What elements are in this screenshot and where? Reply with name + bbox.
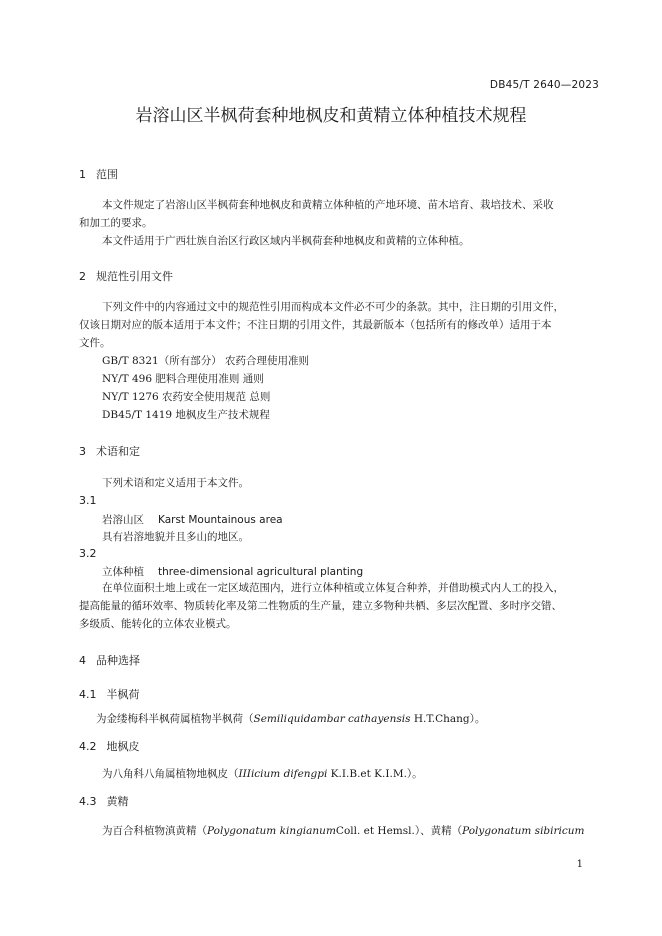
subsection-4-3-heading (79, 793, 129, 809)
document-title: 岩溶山区半枫荷套种地枫皮和黄精立体种植技术规程 (135, 106, 527, 126)
section-title: 范围 (96, 168, 118, 181)
paragraph: 文件。 (79, 337, 111, 349)
subsection-4-1-heading (79, 686, 140, 702)
term-chinese: 立体种植 (102, 566, 144, 578)
term-definition: 提高能量的循环效率、物质转化率及第二性物质的生产量，建立多物种共栖、多层次配置、多时序交错、 (79, 600, 562, 612)
paragraph: 为八角科八角属植物地枫皮（IIIicium difengpi K.I.B.et K.I.M.）。 (102, 768, 423, 780)
term-heading (102, 564, 363, 579)
term-english: three-dimensional agricultural planting (158, 566, 364, 578)
subsection-number: 4.1 (79, 688, 97, 701)
standard-number: DB45/T 2640—2023 (489, 79, 599, 91)
term-number: 3.2 (79, 547, 97, 560)
paragraph: 为百合科植物滇黄精（Polygonatum kingianumColl. et Hemsl.）、黄精（Polygonatum sibiricum (102, 825, 585, 837)
paragraph: 为金缕梅科半枫荷属植物半枫荷（Semiliquidambar cathayensis H.T.Chang）。 (96, 713, 486, 725)
term-heading (102, 512, 283, 527)
section-number: 3 (79, 445, 86, 458)
paragraph: 下列术语和定义适用于本文件。 (102, 477, 249, 489)
term-number: 3.1 (79, 494, 97, 507)
section-2-heading (79, 268, 173, 284)
term-definition: 在单位面积土地上或在一定区域范围内，进行立体种植或立体复合种养，并借助模式内人工的投入， (102, 582, 564, 594)
subsection-number: 4.2 (79, 740, 97, 753)
reference-item: GB/T 8321（所有部分） 农药合理使用准则 (102, 355, 310, 367)
paragraph: 本文件适用于广西壮族自治区行政区域内半枫荷套种地枫皮和黄精的立体种植。 (102, 235, 470, 247)
term-chinese: 岩溶山区 (102, 514, 144, 526)
term-definition: 具有岩溶地貌并且多山的地区。 (102, 531, 249, 543)
paragraph: 仅该日期对应的版本适用于本文件；不注日期的引用文件，其最新版本（包括所有的修改单）适用于本 (79, 319, 552, 331)
reference-item: NY/T 496 肥料合理使用准则 通则 (102, 373, 264, 385)
reference-item: NY/T 1276 农药安全使用规范 总则 (102, 391, 271, 403)
subsection-title: 黄精 (106, 795, 129, 808)
latin-name: Semiliquidambar cathayensis (253, 713, 411, 725)
section-1-heading (79, 166, 118, 182)
paragraph: 和加工的要求。 (79, 217, 153, 229)
paragraph: 下列文件中的内容通过文中的规范性引用而构成本文件必不可少的条款。其中，注日期的引用文件， (102, 301, 564, 313)
latin-name: Polygonatum sibiricum (462, 825, 585, 837)
subsection-title: 半枫荷 (106, 688, 140, 701)
section-title: 规范性引用文件 (96, 270, 173, 283)
section-number: 2 (79, 270, 86, 283)
section-title: 术语和定 (96, 445, 140, 458)
latin-name: Polygonatum kingianum (207, 825, 336, 837)
paragraph: 本文件规定了岩溶山区半枫荷套种地枫皮和黄精立体种植的产地环境、苗木培育、栽培技术、采收 (102, 199, 554, 211)
subsection-number: 4.3 (79, 795, 97, 808)
section-title: 品种选择 (96, 654, 140, 667)
subsection-title: 地枫皮 (106, 740, 140, 753)
section-4-heading (79, 652, 140, 668)
subsection-4-2-heading (79, 738, 140, 754)
latin-name: IIIicium difengpi (238, 768, 328, 780)
reference-item: DB45/T 1419 地枫皮生产技术规程 (102, 409, 270, 421)
section-3-heading (79, 443, 140, 459)
term-english: Karst Mountainous area (158, 514, 283, 526)
term-definition: 多级质、能转化的立体农业模式。 (79, 618, 237, 630)
section-number: 4 (79, 654, 86, 667)
section-number: 1 (79, 168, 86, 181)
page-number: 1 (576, 859, 583, 870)
